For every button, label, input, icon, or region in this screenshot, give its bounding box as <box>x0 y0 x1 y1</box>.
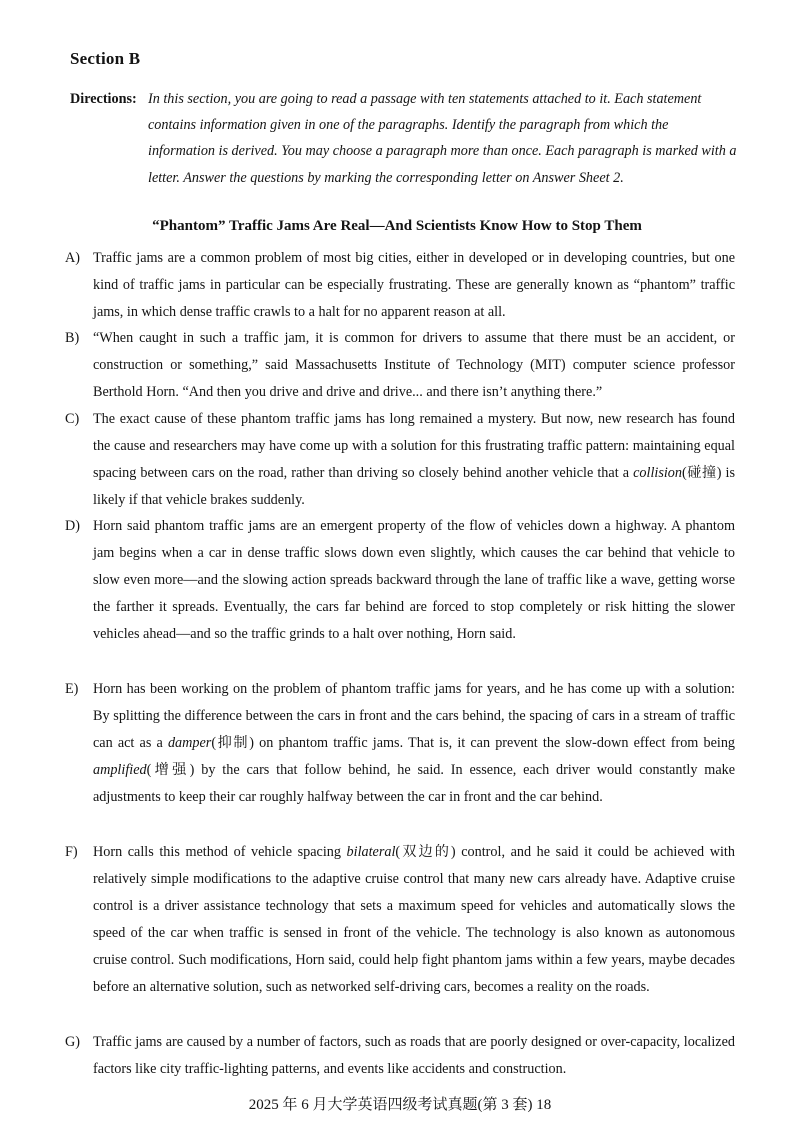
paragraph-text: Horn calls this method of vehicle spacing <box>93 844 347 860</box>
paragraph-d <box>65 513 735 648</box>
paragraph-letter: D) <box>65 518 80 534</box>
paragraph-letter: F) <box>65 844 78 860</box>
vocab-term: damper <box>167 735 212 751</box>
vocab-gloss: (碰撞) <box>682 465 722 481</box>
paragraph-e <box>65 676 736 811</box>
paragraph-letter: G) <box>65 1034 80 1050</box>
paragraph-letter: C) <box>65 411 80 427</box>
directions-label: Directions: <box>70 91 137 107</box>
paragraph-text: “When caught in such a traffic jam, it is common for drivers to assume that there must be an accident, or construction or something,” said Massachusetts Institute of Technology (MIT) computer science professor Berthold Horn. “And then you drive and drive and drive... and there isn’t anything there.” <box>93 330 735 400</box>
section-title: Section B <box>70 49 141 68</box>
paragraph-g <box>65 1029 735 1083</box>
paragraph-text: is likely if that vehicle brakes suddenly. <box>93 465 736 508</box>
vocab-gloss: (增强) <box>146 762 195 778</box>
paragraph-letter: A) <box>65 250 80 266</box>
paragraph-text: Horn has been working on the problem of phantom traffic jams for years, and he has come up with a solution: By splitting the difference between the cars in front and the cars behind, the spacing of cars in a stream of traffic can act as a <box>93 681 735 751</box>
vocab-gloss: (抑制) <box>211 735 254 751</box>
paragraph-text: Traffic jams are a common problem of most big cities, either in developed or in developing countries, but one kind of traffic jams in particular can be especially frustrating. These are generally known as “phantom” traffic jams, in which dense traffic crawls to a halt for no apparent reason at all. <box>93 250 735 320</box>
paragraph-f <box>65 839 735 1001</box>
paragraph-letter: E) <box>65 681 79 697</box>
paragraph-c <box>65 406 736 514</box>
passage-title: “Phantom” Traffic Jams Are Real—And Scientists Know How to Stop Them <box>152 218 642 234</box>
directions-block <box>70 86 738 191</box>
paragraph-text: by the cars that follow behind, he said. In essence, each driver would constantly make adjustments to keep their car roughly halfway between the car in front and the car behind. <box>93 762 736 805</box>
vocab-term: collision <box>633 465 682 481</box>
paragraph-text: Traffic jams are caused by a number of factors, such as roads that are poorly designed or over-capacity, localized factors like city traffic-lighting patterns, and events like accidents and construction. <box>93 1034 735 1077</box>
page-footer: 2025 年 6 月大学英语四级考试真题(第 3 套) 18 <box>248 1097 552 1113</box>
paragraph-b <box>65 325 735 406</box>
vocab-gloss: (双边的) <box>395 844 456 860</box>
paragraph-text: Horn said phantom traffic jams are an emergent property of the flow of vehicles down a highway. A phantom jam begins when a car in dense traffic slows down even slightly, which causes the car behind that vehicle to slow even more—and the slowing action spreads backward through the lane of traffic like a wave, getting worse the farther it spreads. Eventually, the cars far behind are forced to stop completely or risk hitting the slower vehicles ahead—and so the traffic grinds to a halt over nothing, Horn said. <box>93 518 735 642</box>
vocab-term: amplified <box>93 762 147 778</box>
paragraph-text: control, and he said it could be achieved with relatively simple modifications to the adaptive cruise control that many new cars already have. Adaptive cruise control is a driver assistance technology that sets a maximum speed for vehicles and automatically slows the speed of the car when traffic is sensed in front of the vehicle. The technology is also known as autonomous cruise control. Such modifications, Horn said, could help fight phantom jams within a few years, maybe decades before an alternative solution, such as networked self-driving cars, becomes a reality on the roads. <box>93 844 735 995</box>
paragraph-text: on phantom traffic jams. That is, it can prevent the slow-down effect from being <box>253 735 736 751</box>
paragraph-letter: B) <box>65 330 80 346</box>
vocab-term: bilateral <box>346 844 396 860</box>
paragraph-text: The exact cause of these phantom traffic jams has long remained a mystery. But now, new research has found the cause and researchers may have come up with a solution for this frustrating traffic pattern: maintaining equal spacing between cars on the road, rather than driving so closely behind another vehicle that a <box>93 411 735 481</box>
paragraph-a <box>65 245 735 326</box>
directions-text: In this section, you are going to read a passage with ten statements attached to it. Each statement contains information given in one of the paragraphs. Identify the paragraph from which the information is derived. You may choose a paragraph more than once. Each paragraph is marked with a letter. Answer the questions by marking the corresponding letter on Answer Sheet 2. <box>148 91 737 186</box>
